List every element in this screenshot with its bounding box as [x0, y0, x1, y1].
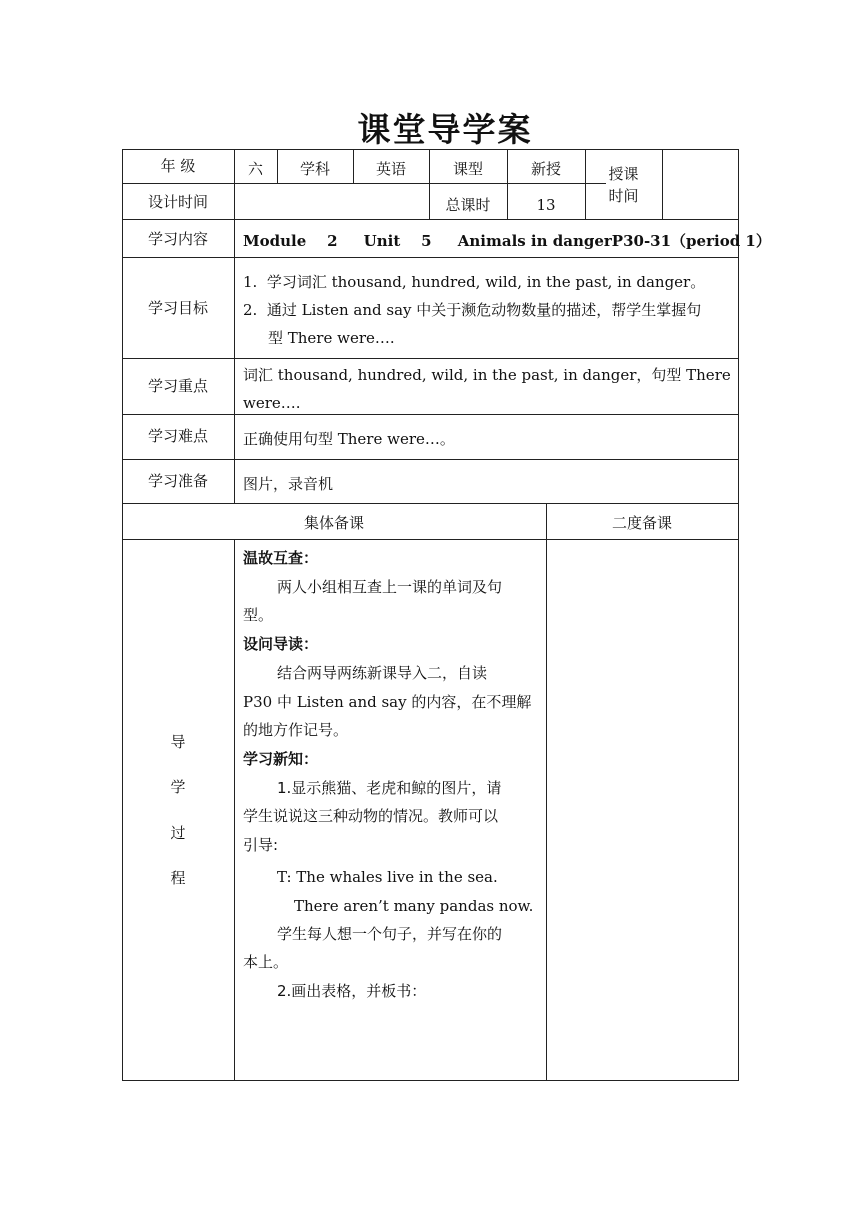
total-hours-value: 13: [536, 196, 556, 214]
goals-line-3: 型 There were….: [268, 329, 395, 347]
subject-label: 学科: [299, 160, 330, 178]
goals-line-2: 2. 通过 Listen and say 中关于濒危动物数量的描述，帮学生掌握句: [243, 301, 702, 319]
difficulties-value: 正确使用句型 There were…。: [243, 430, 455, 448]
teach-time-label: 授课: [608, 165, 639, 183]
review-line-1: 两人小组相互查上一课的单词及句: [277, 578, 503, 596]
content-value: Module 2 Unit 5 Animals in dangerP30-31（period 1）: [243, 232, 771, 250]
step-2: 2.画出表格，并板书：: [277, 982, 427, 1000]
grade-value: 六: [247, 160, 263, 178]
content-label: 学习内容: [147, 230, 208, 248]
key-points-line-1: 词汇 thousand, hundred, wild, in the past, in danger，句型 There: [243, 366, 731, 384]
lesson-type-label: 课型: [452, 160, 483, 178]
task-line-2: 本上。: [243, 953, 289, 971]
preparation-label: 学习准备: [147, 472, 208, 490]
reading-line-3: 的地方作记号。: [243, 721, 349, 739]
process-label-char: 学: [170, 778, 186, 796]
process-label-char: 导: [170, 733, 186, 751]
page-title: 课堂导学案: [357, 110, 533, 149]
example-sentence-2: There aren’t many pandas now.: [294, 897, 534, 915]
goals-line-1: 1. 学习词汇 thousand, hundred, wild, in the past, in danger。: [243, 273, 706, 291]
reading-line-2: P30 中 Listen and say 的内容，在不理解: [243, 693, 532, 711]
task-line-1: 学生每人想一个句子，并写在你的: [277, 925, 503, 943]
process-label-char: 程: [170, 869, 186, 887]
review-line-2: 型。: [243, 606, 274, 624]
reading-line-1: 结合两导两练新课导入二，自读: [277, 664, 488, 682]
example-sentence-1: T: The whales live in the sea.: [277, 868, 498, 886]
new-line-2: 学生说说这三种动物的情况。教师可以: [243, 807, 499, 825]
teach-time-label-2: 时间: [608, 187, 639, 205]
new-line-1: 1.显示熊猫、老虎和鲸的图片，请: [277, 779, 502, 797]
lesson-type-value: 新授: [530, 160, 561, 178]
new-line-3: 引导:: [243, 836, 279, 854]
goals-label: 学习目标: [147, 299, 208, 317]
new-knowledge-heading: 学习新知：: [243, 750, 319, 768]
difficulties-label: 学习难点: [147, 427, 208, 445]
process-label-char: 过: [170, 824, 186, 842]
key-points-line-2: were….: [243, 394, 301, 412]
total-hours-label: 总课时: [445, 196, 491, 214]
preparation-value: 图片，录音机: [243, 475, 334, 493]
design-time-label: 设计时间: [147, 193, 208, 211]
subject-value: 英语: [375, 160, 406, 178]
grade-label: 年 级: [160, 157, 196, 175]
secondary-header: 二度备课: [611, 514, 672, 532]
key-points-label: 学习重点: [147, 377, 208, 395]
reading-heading: 设问导读：: [243, 635, 319, 653]
review-heading: 温故互查：: [243, 549, 319, 567]
collective-header: 集体备课: [303, 514, 364, 532]
